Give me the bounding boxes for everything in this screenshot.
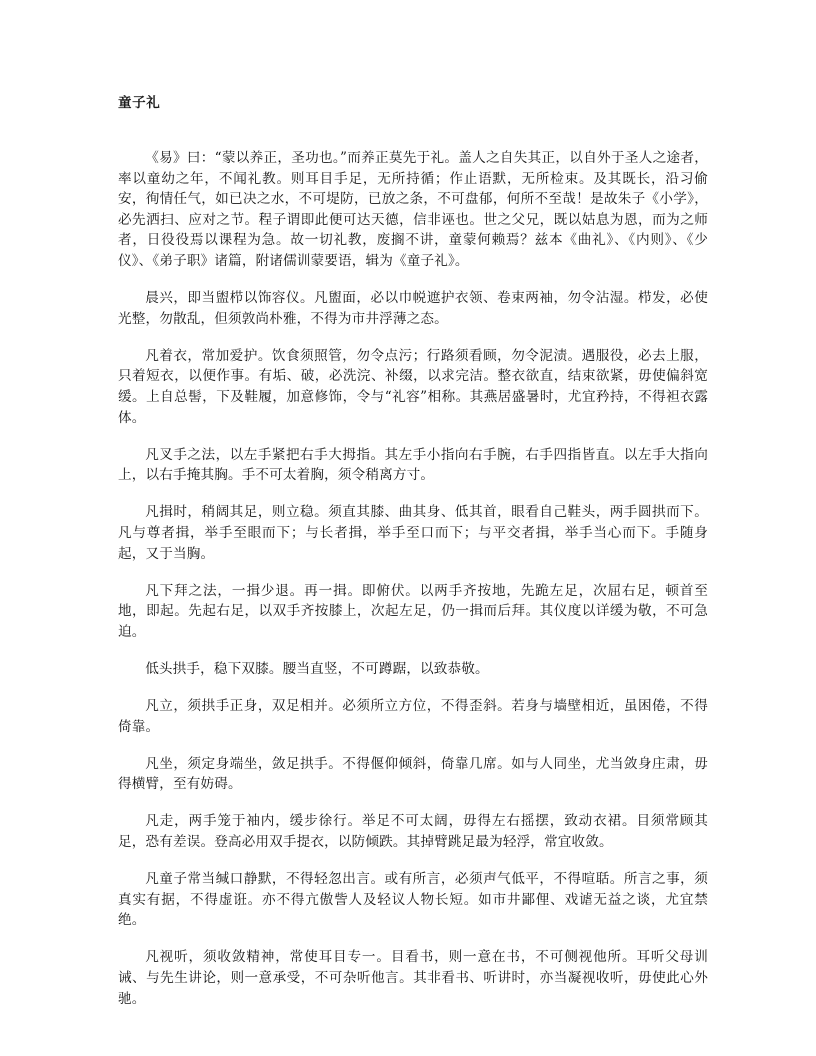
- body-paragraph: 凡下拜之法，一揖少退。再一揖。即俯伏。以两手齐按地，先跪左足，次屈右足，顿首至地，即起。先起右足，以双手齐按膝上，次起左足，仍一揖而后拜。其仪度以详缓为敬，不可急迫。: [118, 582, 708, 640]
- paragraph-list: [118, 148, 708, 1009]
- body-paragraph: 晨兴，即当盥栉以饰容仪。凡盥面，必以巾帨遮护衣领、卷束两袖，勿令沾湿。栉发，必使光整，勿散乱，但须敦尚朴雅，不得为市井浮薄之态。: [118, 290, 708, 327]
- body-paragraph: 《易》曰：“蒙以养正，圣功也。”而养正莫先于礼。盖人之自失其正，以自外于圣人之途者，率以童幼之年，不闻礼教。则耳目手足，无所持循；作止语默，无所检束。及其既长，沿习偷安，徇情任气，如已决之水，不可堤防，已放之条，不可盘郁，何所不至哉！是故朱子《小学》，必先洒扫、应对之节。程子谓即此便可达天德，信非诬也。世之父兄，既以姑息为恩，而为之师者，日役役焉以课程为急。故一切礼教，废搁不讲，童蒙何赖焉？兹本《曲礼》、《内则》、《少仪》、《弟子职》诸篇，附诸儒训蒙要语，辑为《童子礼》。: [118, 150, 708, 269]
- body-paragraph: 凡坐，须定身端坐，敛足拱手。不得偃仰倾斜，倚靠几席。如与人同坐，尤当敛身庄肃，毋得横臂，至有妨碍。: [118, 755, 708, 793]
- body-paragraph: 凡走，两手笼于袖内，缓步徐行。举足不可太阔，毋得左右摇摆，致动衣裙。目须常顾其足，恐有差误。登高必用双手提衣，以防倾跌。其掉臂跳足最为轻浮，常宜收敛。: [118, 813, 708, 850]
- body-paragraph: 凡视听，须收敛精神，常使耳目专一。目看书，则一意在书，不可侧视他所。耳听父母训诫、与先生讲论，则一意承受，不可杂听他言。其非看书、听讲时，亦当凝视收听，毋使此心外驰。: [118, 949, 708, 1007]
- body-paragraph: 低头拱手，稳下双膝。腰当直竖，不可蹲踞，以致恭敬。: [145, 660, 489, 677]
- page-title: 童子礼: [118, 95, 161, 111]
- body-paragraph: 凡叉手之法，以左手紧把右手大拇指。其左手小指向右手腕，右手四指皆直。以左手大指向上，以右手掩其胸。手不可太着胸，须令稍离方寸。: [118, 446, 708, 484]
- body-paragraph: 凡童子常当缄口静默，不得轻忽出言。或有所言，必须声气低平，不得喧聒。所言之事，须真实有据，不得虚诳。亦不得亢傲訾人及轻议人物长短。如市井鄙俚、戏谑无益之谈，尤宜禁绝。: [118, 871, 708, 929]
- body-paragraph: 凡着衣，常加爱护。饮食须照管，勿令点污；行路须看顾，勿令泥渍。遇服役，必去上服，只着短衣，以便作事。有垢、破，必洗浣、补缀，以求完洁。整衣欲直，结束欲紧，毋使偏斜宽缓。上自总髻，下及鞋履，加意修饰，令与“礼容”相称。其燕居盛暑时，尤宜矜持，不得袒衣露体。: [118, 347, 708, 426]
- body-paragraph: 凡揖时，稍阔其足，则立稳。须直其膝、曲其身、低其首，眼看自己鞋头，两手圆拱而下。凡与尊者揖，举手至眼而下；与长者揖，举手至口而下；与平交者揖，举手当心而下。手随身起，又于当胸。: [118, 504, 708, 562]
- body-paragraph: 凡立，须拱手正身，双足相并。必须所立方位，不得歪斜。若身与墙壁相近，虽困倦，不得倚靠。: [118, 697, 708, 735]
- document-body: [118, 94, 708, 1009]
